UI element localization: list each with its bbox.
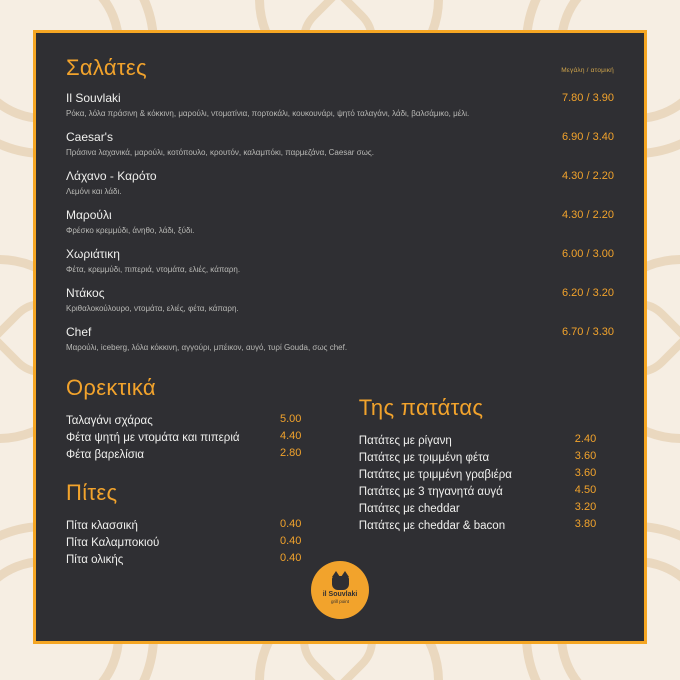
section-title-salads: Σαλάτες [66, 55, 147, 80]
item-price: 6.20 / 3.20 [562, 287, 614, 299]
item-price: 3.60 [574, 450, 597, 462]
item-name: Ντάκος [66, 286, 105, 300]
menu-item [66, 286, 614, 314]
menu-item [66, 247, 614, 275]
list-item [66, 411, 359, 428]
item-price: 7.80 / 3.90 [562, 92, 614, 104]
menu-item [66, 91, 614, 119]
menu-item [66, 325, 614, 353]
item-price: 5.00 [280, 413, 302, 425]
section-title-appetizers: Ορεκτικά [66, 375, 156, 400]
item-description: Ρόκα, λόλα πράσινη & κόκκινη, μαρούλι, ντοματίνια, πορτοκάλι, κουκουνάρι, ψητό ταλαγάνι, λάδι, βαλσάμικο, μέλι. [66, 109, 470, 118]
item-price: 4.40 [280, 430, 302, 442]
item-description: Λεμόνι και λάδι. [66, 187, 122, 196]
appetizers-list [66, 411, 359, 462]
list-item [66, 550, 359, 567]
item-description: Φέτα, κρεμμύδι, πιπεριά, ντομάτα, ελιές, κάπαρη. [66, 265, 241, 274]
item-name: Χωριάτικη [66, 247, 120, 261]
item-price: 4.30 / 2.20 [562, 209, 614, 221]
item-name: Ταλαγάνι σχάρας [66, 415, 153, 427]
item-name: Πατάτες με cheddar & bacon [358, 520, 506, 532]
menu-content [36, 33, 644, 641]
left-column [66, 375, 359, 567]
menu-item [66, 169, 614, 197]
item-price: 0.40 [280, 518, 302, 530]
list-item [359, 465, 614, 482]
list-item [66, 445, 359, 462]
item-name: Φέτα βαρελίσια [66, 449, 145, 461]
list-item [359, 482, 614, 499]
list-item [359, 499, 614, 516]
lower-columns [66, 375, 614, 567]
menu-item [66, 130, 614, 158]
item-description: Πράσινα λαχανικά, μαρούλι, κοτόπουλο, κρουτόν, καλαμπόκι, παρμεζάνα, Caesar σως. [66, 148, 374, 157]
item-price: 6.90 / 3.40 [562, 131, 614, 143]
pitas-list [66, 516, 359, 567]
portion-note: Μεγάλη / ατομική [561, 67, 614, 74]
spacer [66, 462, 359, 480]
list-item [359, 431, 614, 448]
potatoes-list [359, 431, 614, 533]
potatoes-section [359, 395, 614, 533]
item-price: 3.20 [574, 501, 597, 513]
list-item [359, 448, 614, 465]
salads-section [66, 55, 614, 353]
item-price: 6.00 / 3.00 [562, 248, 614, 260]
item-price: 2.80 [280, 447, 302, 459]
item-name: Πίτα κλασσική [66, 520, 138, 532]
item-name: Πατάτες με 3 τηγανητά αυγά [358, 486, 503, 498]
item-name: Πατάτες με ρίγανη [358, 435, 452, 447]
list-item [66, 516, 359, 533]
item-price: 0.40 [280, 535, 302, 547]
list-item [359, 516, 614, 533]
brand-name: il Souvlaki [322, 590, 358, 598]
item-name: Λάχανο - Καρότο [66, 169, 157, 183]
item-name: Il Souvlaki [66, 91, 121, 105]
brand-tagline: grill point [330, 598, 349, 604]
cat-icon [332, 576, 349, 590]
item-name: Μαρούλι [66, 208, 112, 222]
item-name: Πίτα ολικής [66, 554, 124, 566]
item-name: Caesar's [66, 130, 113, 144]
item-price: 3.80 [574, 518, 597, 530]
section-title-potatoes: Της πατάτας [358, 395, 484, 420]
item-description: Κριθαλοκούλουρο, ντομάτα, ελιές, φέτα, κάπαρη. [66, 304, 239, 313]
item-name: Πατάτες με cheddar [358, 503, 460, 515]
item-name: Πατάτες με τριμμένη φέτα [358, 452, 490, 464]
item-price: 4.30 / 2.20 [562, 170, 614, 182]
section-title-pitas: Πίτες [66, 480, 118, 505]
menu-card [33, 30, 647, 644]
item-price: 6.70 / 3.30 [562, 326, 614, 338]
appetizers-section [66, 375, 359, 462]
item-price: 4.50 [574, 484, 597, 496]
right-column [359, 375, 614, 567]
list-item [66, 533, 359, 550]
menu-item [66, 208, 614, 236]
brand-logo [311, 561, 369, 619]
item-description: Μαρούλι, iceberg, λόλα κόκκινη, αγγούρι, μπέικον, αυγό, τυρί Gouda, σως chef. [66, 343, 348, 352]
item-price: 0.40 [280, 552, 302, 564]
item-name: Πατάτες με τριμμένη γραβιέρα [358, 469, 512, 481]
item-price: 2.40 [574, 433, 597, 445]
item-name: Chef [66, 325, 92, 339]
item-description: Φρέσκο κρεμμύδι, άνηθο, λάδι, ξύδι. [66, 226, 195, 235]
item-name: Πίτα Καλαμποκιού [66, 537, 160, 549]
list-item [66, 428, 359, 445]
pitas-section [66, 480, 359, 567]
item-name: Φέτα ψητή με ντομάτα και πιπεριά [66, 432, 240, 444]
item-price: 3.60 [574, 467, 597, 479]
